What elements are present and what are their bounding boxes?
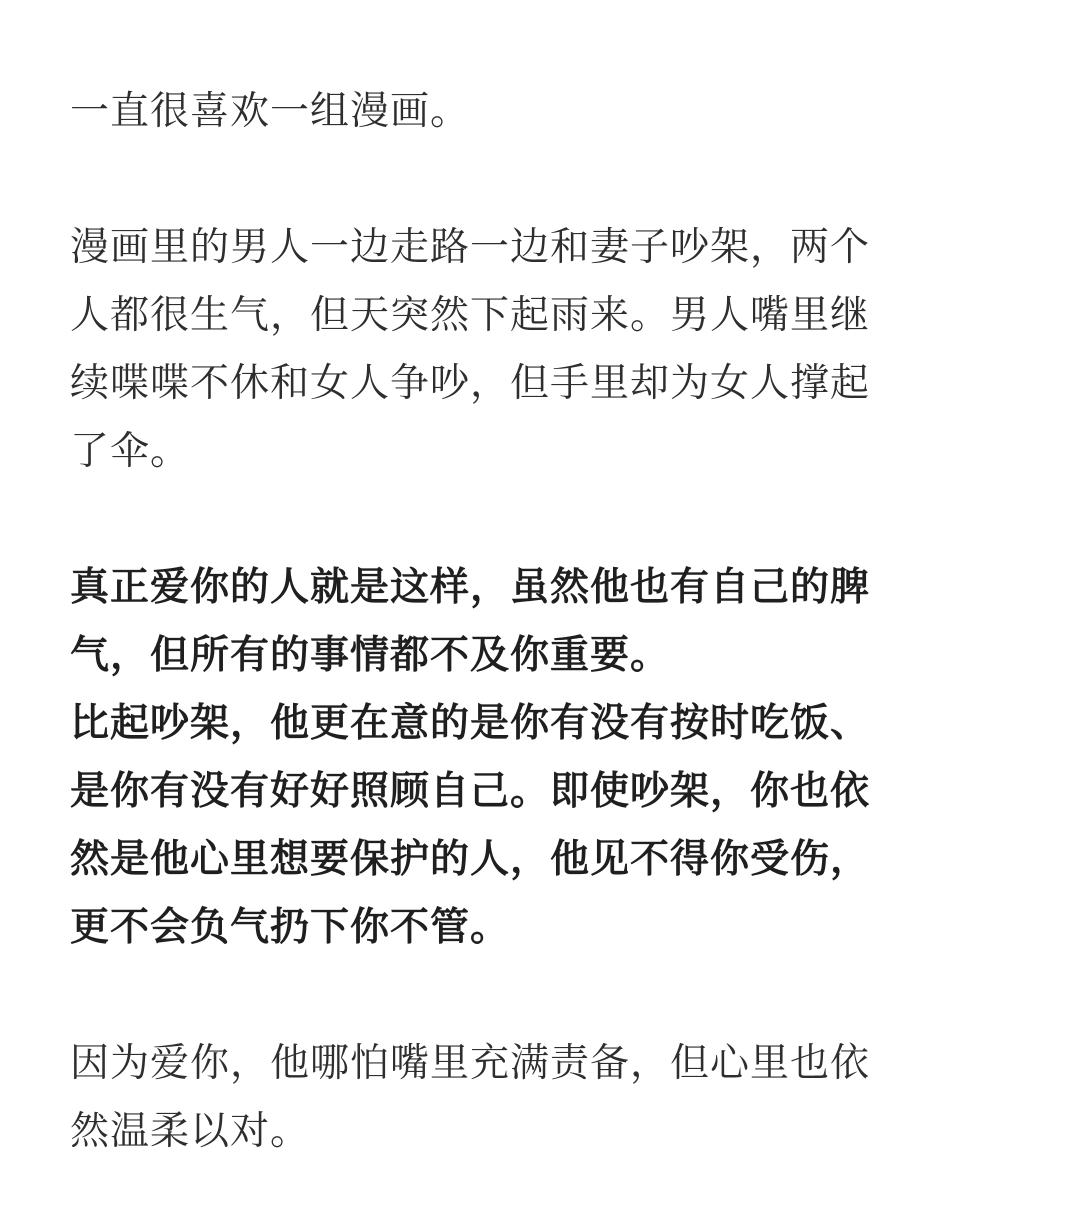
paragraph-conclusion: 因为爱你，他哪怕嘴里充满责备，但心里也依 然温柔以对。 bbox=[70, 1041, 871, 1154]
paragraph-caring: 比起吵架，他更在意的是你有没有按时吃饭、 是你有没有好好照顾自己。即使吵架，你也依 然是他心里想要保护的人，他见不得你受伤， 更不会负气扔下你不管。 bbox=[70, 701, 871, 950]
paragraph-intro: 一直很喜欢一组漫画。 bbox=[70, 89, 471, 134]
article-body bbox=[70, 78, 980, 1166]
paragraph-comic-description: 漫画里的男人一边走路一边和妻子吵架，两个 人都很生气，但天突然下起雨来。男人嘴里继 续喋喋不休和女人争吵，但手里却为女人撑起 了伞。 bbox=[70, 225, 871, 474]
paragraph-spacer bbox=[70, 146, 980, 214]
paragraph-spacer bbox=[70, 486, 980, 554]
paragraph-true-love: 真正爱你的人就是这样，虽然他也有自己的脾 气，但所有的事情都不及你重要。 bbox=[70, 565, 871, 678]
paragraph-spacer bbox=[70, 962, 980, 1030]
